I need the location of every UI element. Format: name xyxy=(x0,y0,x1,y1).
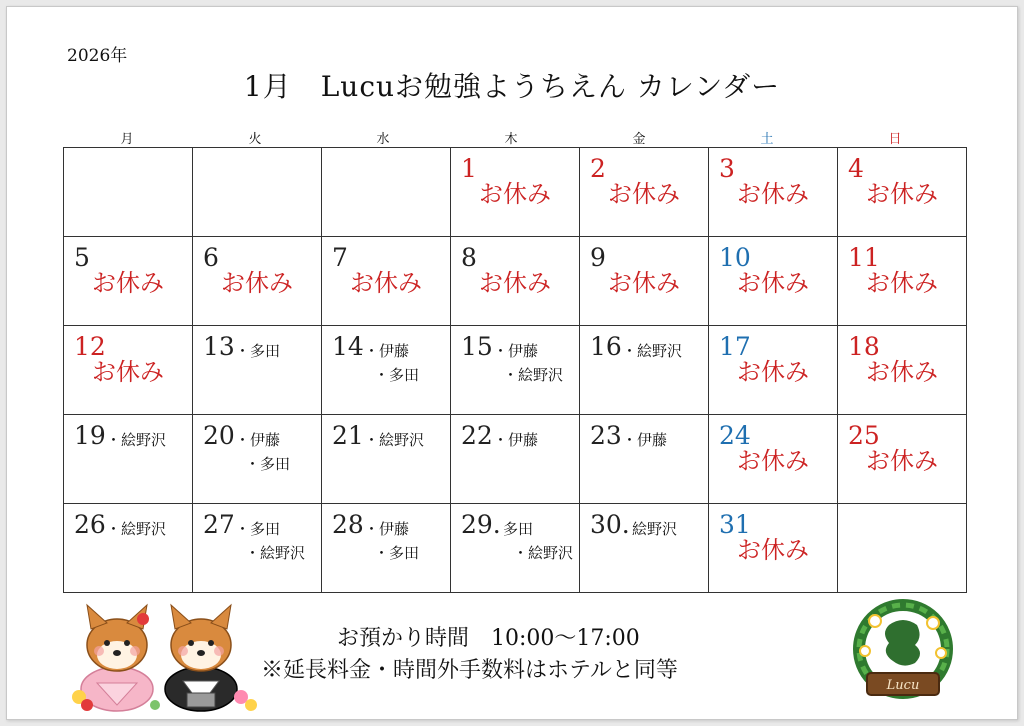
calendar-week xyxy=(64,504,967,593)
day-number: 4 xyxy=(848,154,864,183)
day-number: 3 xyxy=(719,154,735,183)
year-label: 2026年 xyxy=(67,46,128,66)
day-number: 21 xyxy=(332,421,364,450)
day-number: 23 xyxy=(590,421,622,450)
day-number: 20 xyxy=(203,421,235,450)
staff-name: ・絵野沢 xyxy=(503,366,564,384)
day-number: 12 xyxy=(74,332,106,361)
calendar-page xyxy=(6,6,1018,720)
weekday-sat: 土 xyxy=(760,132,774,147)
weekday-wed: 水 xyxy=(376,132,390,147)
calendar-week xyxy=(64,237,967,326)
staff-name: 多田 xyxy=(503,520,534,538)
holiday-label: お休み xyxy=(737,536,809,564)
staff-name: ・絵野沢 xyxy=(622,342,683,360)
day-number: 18 xyxy=(848,332,880,361)
holiday-label: お休み xyxy=(92,269,164,297)
calendar-day-cell xyxy=(838,148,967,237)
logo-text: Lucu xyxy=(886,678,920,693)
holiday-label: お休み xyxy=(608,180,680,208)
day-number: 19 xyxy=(74,421,106,450)
staff-name: ・伊藤 xyxy=(493,342,539,360)
staff-name: ・伊藤 xyxy=(235,431,281,449)
calendar-day-cell xyxy=(709,237,838,326)
calendar-day-cell xyxy=(451,326,580,415)
day-number: 22 xyxy=(461,421,493,450)
day-number: 17 xyxy=(719,332,751,361)
calendar-day-cell xyxy=(838,237,967,326)
holiday-label: お休み xyxy=(866,447,938,475)
holiday-label: お休み xyxy=(866,180,938,208)
day-number: 11 xyxy=(848,243,880,272)
day-number: 10 xyxy=(719,243,751,272)
staff-name: ・多田 xyxy=(245,455,291,473)
day-number: 2 xyxy=(590,154,606,183)
lucu-logo xyxy=(845,597,961,709)
staff-name: ・多田 xyxy=(374,366,420,384)
calendar-day-cell xyxy=(451,415,580,504)
holiday-label: お休み xyxy=(866,269,938,297)
calendar-day-cell xyxy=(451,237,580,326)
calendar-empty-cell xyxy=(838,504,967,593)
calendar-day-cell xyxy=(838,415,967,504)
calendar-day-cell xyxy=(709,326,838,415)
weekday-mon: 月 xyxy=(120,132,134,147)
fee-note: ※延長料金・時間外手数料はホテルと同等 xyxy=(261,658,678,683)
staff-name: ・絵野沢 xyxy=(364,431,425,449)
calendar-day-cell xyxy=(322,237,451,326)
staff-name: 絵野沢 xyxy=(632,520,678,538)
calendar-day-cell xyxy=(193,415,322,504)
day-number: 30. xyxy=(590,510,630,539)
staff-name: ・多田 xyxy=(235,342,281,360)
day-number: 14 xyxy=(332,332,364,361)
staff-name: ・伊藤 xyxy=(622,431,668,449)
calendar-day-cell xyxy=(322,326,451,415)
holiday-label: お休み xyxy=(737,180,809,208)
hours-text: お預かり時間 10:00～17:00 xyxy=(337,626,640,651)
calendar-day-cell xyxy=(838,326,967,415)
day-number: 7 xyxy=(332,243,348,272)
holiday-label: お休み xyxy=(737,447,809,475)
calendar-grid xyxy=(63,147,967,593)
calendar-week xyxy=(64,326,967,415)
calendar-week xyxy=(64,148,967,237)
holiday-label: お休み xyxy=(221,269,293,297)
day-number: 9 xyxy=(590,243,606,272)
staff-name: ・多田 xyxy=(374,544,420,562)
calendar-day-cell xyxy=(451,148,580,237)
staff-name: ・絵野沢 xyxy=(106,431,167,449)
calendar-day-cell xyxy=(580,415,709,504)
day-number: 6 xyxy=(203,243,219,272)
staff-name: ・多田 xyxy=(235,520,281,538)
weekday-sun: 日 xyxy=(888,132,902,147)
calendar-empty-cell xyxy=(322,148,451,237)
holiday-label: お休み xyxy=(737,358,809,386)
calendar-day-cell xyxy=(193,504,322,593)
holiday-label: お休み xyxy=(608,269,680,297)
calendar-day-cell xyxy=(322,504,451,593)
calendar-day-cell xyxy=(709,415,838,504)
staff-name: ・伊藤 xyxy=(364,342,410,360)
calendar-day-cell xyxy=(64,326,193,415)
calendar-week xyxy=(64,415,967,504)
staff-name: ・絵野沢 xyxy=(106,520,167,538)
day-number: 16 xyxy=(590,332,622,361)
weekday-thu: 木 xyxy=(504,132,518,147)
calendar-day-cell xyxy=(580,148,709,237)
weekday-tue: 火 xyxy=(248,132,262,147)
day-number: 15 xyxy=(461,332,493,361)
calendar-day-cell xyxy=(64,237,193,326)
staff-name: ・伊藤 xyxy=(364,520,410,538)
weekday-fri: 金 xyxy=(632,132,646,147)
calendar-empty-cell xyxy=(64,148,193,237)
calendar-day-cell xyxy=(64,415,193,504)
day-number: 29. xyxy=(461,510,501,539)
calendar-day-cell xyxy=(580,504,709,593)
calendar-day-cell xyxy=(709,504,838,593)
day-number: 24 xyxy=(719,421,751,450)
day-number: 5 xyxy=(74,243,90,272)
day-number: 28 xyxy=(332,510,364,539)
calendar-day-cell xyxy=(451,504,580,593)
calendar-day-cell xyxy=(193,326,322,415)
holiday-label: お休み xyxy=(350,269,422,297)
holiday-label: お休み xyxy=(737,269,809,297)
page-title: 1月 Lucuお勉強ようちえん カレンダー xyxy=(243,70,781,103)
staff-name: ・伊藤 xyxy=(493,431,539,449)
calendar-day-cell xyxy=(193,237,322,326)
day-number: 25 xyxy=(848,421,880,450)
holiday-label: お休み xyxy=(479,180,551,208)
holiday-label: お休み xyxy=(866,358,938,386)
staff-name: ・絵野沢 xyxy=(245,544,306,562)
calendar-day-cell xyxy=(64,504,193,593)
shiba-dogs-illustration xyxy=(65,593,261,713)
day-number: 13 xyxy=(203,332,235,361)
calendar-empty-cell xyxy=(193,148,322,237)
holiday-label: お休み xyxy=(479,269,551,297)
day-number: 26 xyxy=(74,510,106,539)
calendar-day-cell xyxy=(322,415,451,504)
calendar-day-cell xyxy=(580,237,709,326)
holiday-label: お休み xyxy=(92,358,164,386)
calendar-day-cell xyxy=(709,148,838,237)
day-number: 27 xyxy=(203,510,235,539)
calendar-day-cell xyxy=(580,326,709,415)
staff-name: ・絵野沢 xyxy=(513,544,574,562)
day-number: 8 xyxy=(461,243,477,272)
day-number: 1 xyxy=(461,154,477,183)
day-number: 31 xyxy=(719,510,751,539)
